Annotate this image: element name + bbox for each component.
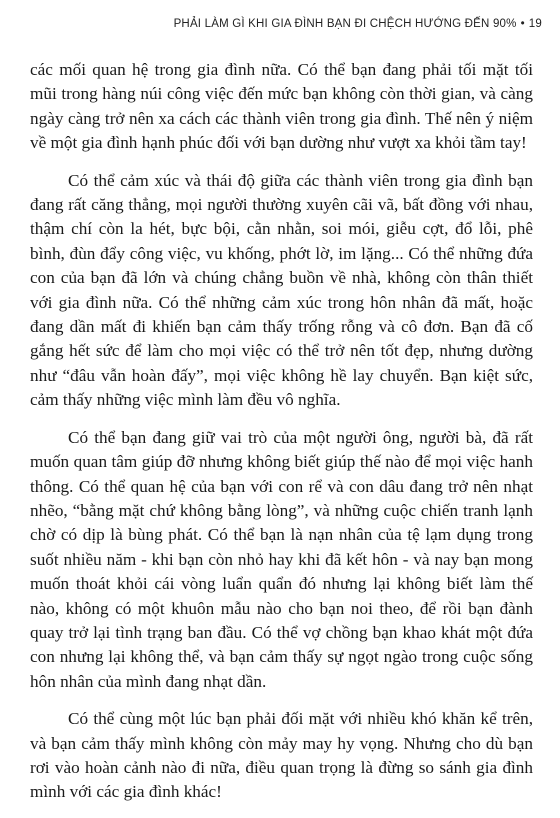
running-title: PHẢI LÀM GÌ KHI GIA ĐÌNH BẠN ĐI CHỆCH HƯỚNG ĐẾN 90% [173, 18, 517, 30]
header-separator: • [520, 18, 525, 30]
paragraph: Có thể bạn đang giữ vai trò của một người ông, người bà, đã rất muốn quan tâm giúp đỡ nhưng không biết giúp thế nào để mọi việc hanh thông. Có thể quan hệ của bạn với con rể và con dâu đang trở nên nhạt nhẽo, “bằng mặt chứ không bằng lòng”, và những cuộc chiến tranh lạnh chờ có dịp là bùng phát. Có thể bạn là nạn nhân của tệ lạm dụng trong suốt nhiều năm - khi bạn còn nhỏ hay khi đã kết hôn - và nay bạn mong muốn thoát khỏi cái vòng luẩn quẩn đó nhưng lại không biết làm thế nào, không có một khuôn mẫu nào cho bạn noi theo, để rồi bạn đành quay trở lại tình trạng ban đầu. Có thể vợ chồng bạn khao khát một đứa con nhưng lại không thể, và bạn cảm thấy sự ngọt ngào trong cuộc sống hôn nhân của mình đang nhạt dần. [30, 427, 533, 691]
body-text [30, 58, 533, 818]
paragraph: Có thể cảm xúc và thái độ giữa các thành viên trong gia đình bạn đang rất căng thẳng, mọi người thường xuyên cãi vã, bất đồng với nhau, thậm chí còn la hét, bực bội, cằn nhằn, soi mói, giễu cợt, đổ lỗi, phê bình, đùn đẩy công việc, vu khống, phớt lờ, im lặng... Có thể những đứa con của bạn đã lớn và chúng chẳng buồn về nhà, không còn thân thiết với gia đình nữa. Có thể những cảm xúc trong hôn nhân đã mất, hoặc đang dần mất đi khiến bạn cảm thấy trống rỗng và cô đơn. Bạn đã cố gắng hết sức để làm cho mọi việc có thể trở nên tốt đẹp, nhưng dường như “đâu vẫn hoàn đấy”, mọi việc không hề lay chuyển. Bạn kiệt sức, cảm thấy những việc mình làm đều vô nghĩa. [30, 170, 533, 410]
paragraph: Có thể cùng một lúc bạn phải đối mặt với nhiều khó khăn kể trên, và bạn cảm thấy mình không còn mảy may hy vọng. Nhưng cho dù bạn rơi vào hoàn cảnh nào đi nữa, điều quan trọng là đừng so sánh gia đình mình với các gia đình khác! [30, 709, 533, 802]
page-number: 19 [528, 18, 542, 30]
running-header [0, 18, 542, 30]
paragraph: các mối quan hệ trong gia đình nữa. Có thể bạn đang phải tối mặt tối mũi trong hàng núi công việc đến mức bạn không còn thời gian, và càng ngày càng trở nên xa cách các thành viên trong gia đình. Thế nên ý niệm về một gia đình hạnh phúc đối với bạn dường như vượt xa khỏi tầm tay! [30, 60, 533, 153]
